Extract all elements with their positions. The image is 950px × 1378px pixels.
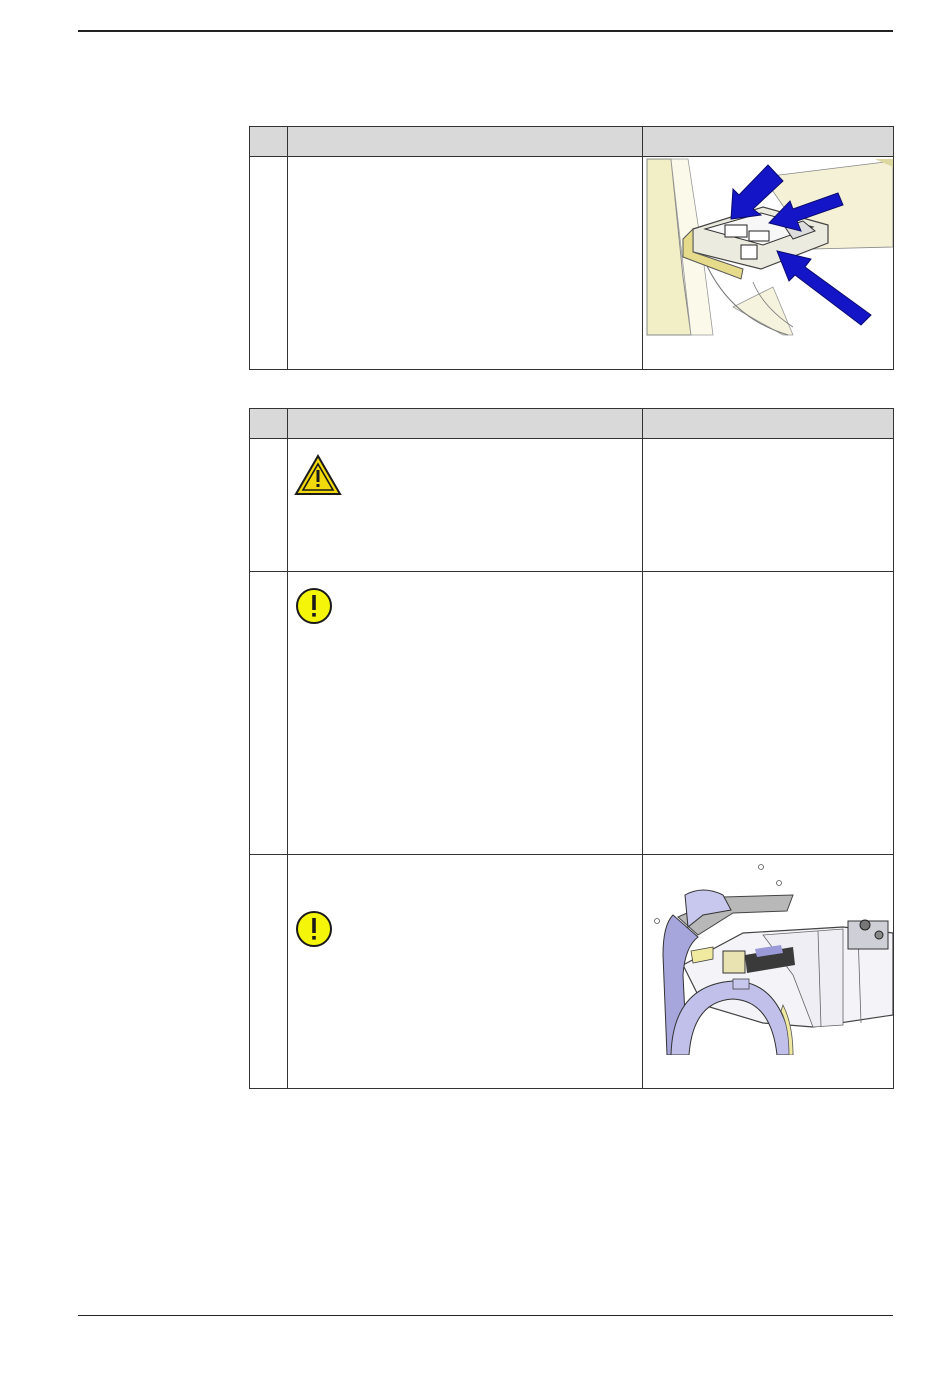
- step-text-cell: [288, 855, 643, 1089]
- illustration-cell: [643, 855, 894, 1089]
- info-cell: [643, 439, 894, 572]
- header-step: [250, 127, 288, 157]
- procedure-table-1: [249, 126, 894, 370]
- illustration-cell: [643, 157, 894, 370]
- info-cell: [643, 572, 894, 855]
- robot-arm-illustration: [643, 855, 893, 1055]
- table-row: [250, 855, 894, 1089]
- header-info: [643, 409, 894, 439]
- step-number: [250, 572, 288, 855]
- table-row: [250, 439, 894, 572]
- footer-rule: [78, 1315, 893, 1316]
- step-number: [250, 439, 288, 572]
- step-text-cell: [288, 439, 643, 572]
- caution-exclamation-icon: [294, 586, 334, 626]
- step-number: [250, 855, 288, 1089]
- step-number: [250, 157, 288, 370]
- header-step: [250, 409, 288, 439]
- caution-exclamation-icon: [294, 909, 334, 949]
- table-row: [250, 157, 894, 370]
- header-action: [288, 409, 643, 439]
- warning-triangle-icon: [294, 453, 342, 497]
- procedure-table-2: [249, 408, 894, 1089]
- header-rule: [78, 30, 893, 32]
- table-header-row: [250, 409, 894, 439]
- step-text: [288, 157, 643, 370]
- table-row: [250, 572, 894, 855]
- step-text-cell: [288, 572, 643, 855]
- header-action: [288, 127, 643, 157]
- header-info: [643, 127, 894, 157]
- connector-arrows-illustration: [643, 157, 893, 337]
- table-header-row: [250, 127, 894, 157]
